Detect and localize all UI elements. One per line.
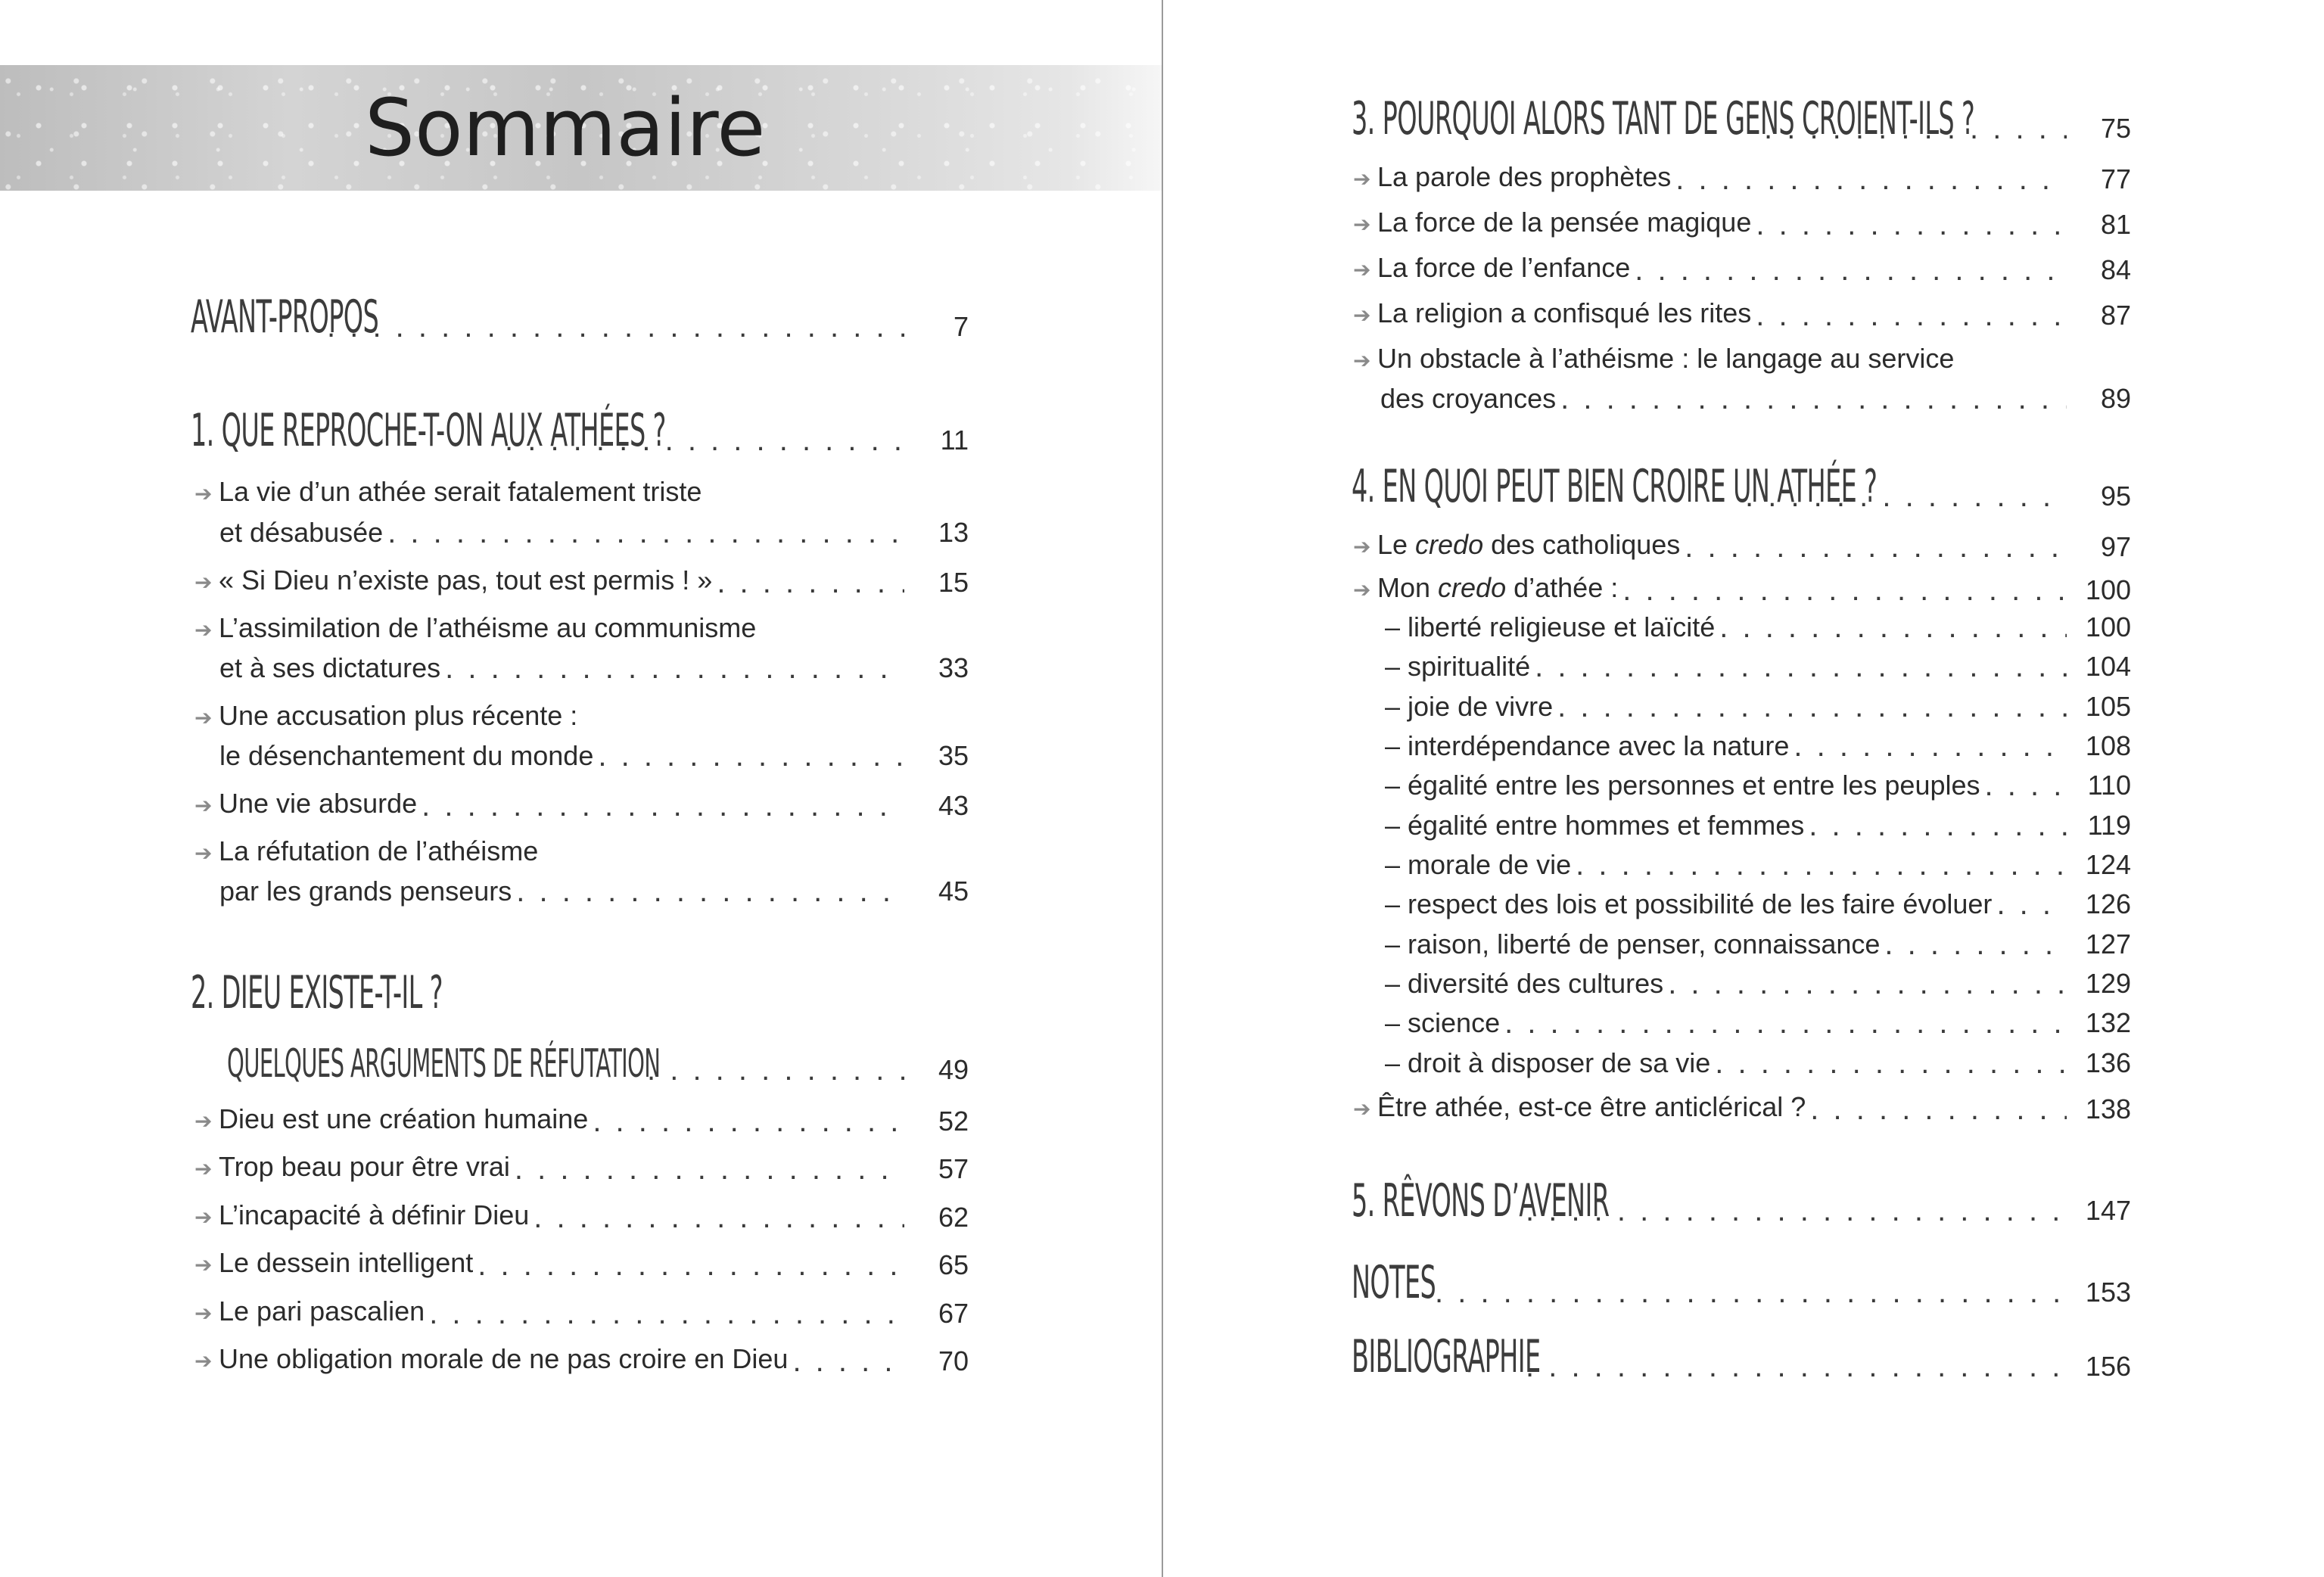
entry-label: [1353, 204, 1751, 243]
entry-label: – respect des lois et possibilité de les faire évoluer: [1385, 888, 1993, 919]
page-number: 43: [938, 790, 969, 821]
page-number: 153: [2085, 1277, 2131, 1308]
entry-text: L’incapacité à définir Dieu: [219, 1199, 530, 1230]
entry-label: et à ses dictatures: [219, 652, 441, 683]
entry-label: [194, 1341, 788, 1379]
arrow-right-icon: ➔: [194, 794, 213, 817]
page-number: 100: [2085, 574, 2131, 605]
entry-text: Être athée, est-ce être anticlérical ?: [1377, 1091, 1806, 1122]
arrow-right-icon: ➔: [194, 706, 213, 729]
toc-subentry[interactable]: [1385, 966, 2131, 1002]
page-number: 136: [2085, 1047, 2131, 1078]
page-number: 35: [938, 740, 969, 771]
page-number: 126: [2085, 888, 2131, 919]
toc-heading-chapter-2-subtitle[interactable]: [227, 1032, 969, 1088]
entry-label: des croyances: [1380, 383, 1557, 414]
toc-entry-line1[interactable]: [194, 610, 756, 649]
dot-leader: [1756, 210, 2067, 240]
heading-label: AVANT-PROPOS: [191, 291, 379, 344]
page-number: 110: [2087, 770, 2131, 801]
entry-label: par les grands penseurs: [219, 876, 512, 907]
arrow-right-icon: ➔: [194, 618, 213, 642]
page-number: 127: [2085, 928, 2131, 960]
dot-leader: [478, 1250, 904, 1280]
entry-text: Trop beau pour être vrai: [219, 1151, 510, 1182]
toc-subentry[interactable]: [1385, 649, 2131, 685]
toc-entry[interactable]: [219, 515, 969, 551]
toc-entry[interactable]: [1353, 527, 2131, 565]
dot-leader: [1985, 770, 2067, 801]
page-number: 62: [938, 1202, 969, 1233]
page-number: 97: [2100, 531, 2131, 562]
entry-label: L’assimilation de l’athéisme au communisme: [219, 612, 757, 643]
toc-heading-chapter-5[interactable]: [1352, 1165, 2131, 1229]
arrow-right-icon: ➔: [1353, 303, 1371, 327]
entry-label: – science: [1385, 1007, 1501, 1038]
page-number: 65: [938, 1249, 969, 1280]
heading-label: 2. DIEU EXISTE-T-IL ?: [191, 966, 443, 1019]
dot-leader: [1715, 1048, 2067, 1078]
entry-text: La religion a confisqué les rites: [1377, 297, 1752, 328]
entry-emphasis: credo: [1438, 572, 1507, 603]
entry-label: [1353, 250, 1630, 288]
arrow-right-icon: ➔: [1353, 535, 1371, 558]
toc-entry[interactable]: [194, 785, 969, 824]
entry-label: [1353, 527, 1680, 565]
page-number: 7: [953, 311, 969, 342]
page-number: 132: [2085, 1007, 2131, 1038]
entry-label: [194, 1245, 473, 1283]
entry-label: et désabusée: [219, 517, 384, 548]
dot-leader: [1756, 300, 2067, 331]
dot-leader: [1557, 692, 2067, 722]
entry-label: – raison, liberté de penser, connaissance: [1385, 928, 1881, 960]
entry-label: [194, 562, 712, 601]
toc-entry[interactable]: [194, 1293, 969, 1332]
dot-leader: [429, 1299, 904, 1329]
heading-label: 4. EN QUOI PEUT BIEN CROIRE UN ATHÉE ?: [1352, 460, 1878, 513]
toc-entry[interactable]: [1353, 159, 2131, 198]
page-number: 67: [938, 1298, 969, 1329]
heading-label: 3. POURQUOI ALORS TANT DE GENS CROIENT-ILS ?: [1352, 92, 1975, 145]
entry-label: [194, 1149, 510, 1187]
entry-label: – liberté religieuse et laïcité: [1385, 611, 1716, 642]
entry-text: Le: [1377, 529, 1416, 560]
heading-label: BIBLIOGRAPHIE: [1352, 1330, 1541, 1383]
dot-leader: [515, 1154, 904, 1184]
toc-subentry[interactable]: [1385, 886, 2131, 922]
page-number: 147: [2085, 1195, 2131, 1226]
toc-heading-chapter-2[interactable]: [191, 957, 969, 1021]
toc-entry[interactable]: [1353, 250, 2131, 288]
toc-entry[interactable]: [194, 1197, 969, 1236]
arrow-right-icon: ➔: [194, 571, 213, 594]
dot-leader: [1435, 1277, 2067, 1308]
entry-text: Mon: [1377, 572, 1439, 603]
arrow-right-icon: ➔: [194, 482, 213, 505]
dot-leader: [1622, 575, 2067, 605]
heading-label: 5. RÊVONS D’AVENIR: [1352, 1174, 1610, 1227]
arrow-right-icon: ➔: [194, 1109, 213, 1133]
dot-leader: [1576, 850, 2067, 880]
toc-subentry[interactable]: [1385, 847, 2131, 883]
page-number: 129: [2085, 968, 2131, 999]
toc-subentry[interactable]: [1385, 1045, 2131, 1081]
toc-entry[interactable]: [1380, 381, 2131, 417]
entry-label: [194, 785, 417, 824]
dot-leader: [598, 741, 904, 771]
page-number: 11: [940, 425, 969, 456]
page-number: 52: [938, 1106, 969, 1137]
toc-subentry[interactable]: [1385, 807, 2131, 844]
page-number: 13: [938, 517, 969, 548]
entry-label: [1353, 1089, 1806, 1128]
toc-heading-avant-propos[interactable]: [191, 281, 969, 345]
page-number: 81: [2100, 209, 2131, 240]
arrow-right-icon: ➔: [1353, 258, 1371, 281]
toc-subentry[interactable]: [1385, 767, 2131, 804]
arrow-right-icon: ➔: [194, 1349, 213, 1373]
arrow-right-icon: ➔: [1353, 1097, 1371, 1121]
dot-leader: [1535, 652, 2067, 682]
arrow-right-icon: ➔: [194, 1157, 213, 1180]
entry-label: le désenchantement du monde: [219, 740, 594, 771]
entry-text: Le pari pascalien: [219, 1296, 425, 1327]
dot-leader: [717, 568, 904, 598]
page-number: 95: [2100, 481, 2131, 512]
page-number: 15: [938, 567, 969, 598]
page-number: 84: [2100, 254, 2131, 285]
toc-entry[interactable]: [194, 1149, 969, 1187]
entry-text: Une vie absurde: [219, 788, 418, 819]
entry-text: Le dessein intelligent: [219, 1247, 474, 1278]
page-number: 100: [2085, 611, 2131, 642]
page-number: 108: [2085, 730, 2131, 761]
dot-leader: [1810, 1094, 2067, 1124]
page-number: 156: [2085, 1351, 2131, 1382]
dot-leader: [387, 518, 904, 548]
toc-subentry[interactable]: [1385, 609, 2131, 645]
toc-entry[interactable]: [219, 738, 969, 774]
entry-label: – interdépendance avec la nature: [1385, 730, 1790, 761]
arrow-right-icon: ➔: [194, 1253, 213, 1277]
dot-leader: [1526, 1351, 2067, 1382]
dot-leader: [593, 1106, 904, 1137]
entry-label: Un obstacle à l’athéisme : le langage au service: [1377, 343, 1955, 374]
toc-entry[interactable]: [219, 650, 969, 686]
page-number: 89: [2100, 383, 2131, 414]
toc-entry[interactable]: [194, 1245, 969, 1283]
toc-heading-chapter-4[interactable]: [1352, 451, 2131, 515]
page-number: 57: [938, 1153, 969, 1184]
arrow-right-icon: ➔: [194, 1302, 213, 1325]
entry-label: – droit à disposer de sa vie: [1385, 1047, 1711, 1078]
entry-label: – joie de vivre: [1385, 691, 1554, 722]
toc-subentry[interactable]: [1385, 728, 2131, 764]
dot-leader: [792, 1346, 904, 1376]
page-number: 87: [2100, 300, 2131, 331]
page-number: 75: [2100, 113, 2131, 144]
arrow-right-icon: ➔: [1353, 349, 1371, 372]
toc-entry-line1[interactable]: [194, 833, 538, 872]
heading-sublabel: QUELQUES ARGUMENTS DE RÉFUTATION: [227, 1041, 661, 1087]
page-number: 119: [2087, 810, 2131, 841]
page-number: 49: [938, 1054, 969, 1085]
page-number: 138: [2085, 1093, 2131, 1124]
entry-text: d’athée :: [1506, 572, 1619, 603]
toc-entry[interactable]: [194, 1101, 969, 1140]
entry-label: Une accusation plus récente :: [219, 700, 578, 731]
page-title: Sommaire: [365, 82, 766, 174]
toc-entry[interactable]: [1353, 295, 2131, 334]
toc-entry[interactable]: [219, 873, 969, 910]
toc-entry[interactable]: [194, 562, 969, 601]
arrow-right-icon: ➔: [1353, 213, 1371, 236]
entry-text: Dieu est une création humaine: [219, 1103, 589, 1134]
entry-label: La vie d’un athée serait fatalement triste: [219, 476, 702, 507]
entry-label: [1353, 295, 1751, 334]
dot-leader: [1635, 255, 2067, 285]
arrow-right-icon: ➔: [1353, 578, 1371, 602]
page-number: 70: [938, 1345, 969, 1376]
entry-label: [194, 1197, 529, 1236]
entry-label: – spiritualité: [1385, 651, 1531, 682]
toc-subentry[interactable]: [1385, 926, 2131, 963]
dot-leader: [1794, 731, 2067, 761]
entry-text: des catholiques: [1483, 529, 1681, 560]
arrow-right-icon: ➔: [194, 841, 213, 865]
page-number: 105: [2085, 691, 2131, 722]
entry-label: [1353, 570, 1618, 608]
page-number: 104: [2085, 651, 2131, 682]
dot-leader: [1884, 929, 2067, 960]
page-number: 33: [938, 652, 969, 683]
dot-leader: [534, 1202, 904, 1233]
dot-leader: [516, 876, 904, 907]
heading-label: 1. QUE REPROCHE-T-ON AUX ATHÉES ?: [191, 404, 666, 457]
toc-entry[interactable]: [1353, 1089, 2131, 1128]
arrow-right-icon: ➔: [194, 1205, 213, 1229]
entry-label: – diversité des cultures: [1385, 968, 1664, 999]
toc-heading-notes[interactable]: [1352, 1247, 2131, 1311]
toc-entry-line1[interactable]: [194, 474, 702, 512]
entry-text: « Si Dieu n’existe pas, tout est permis ! »: [219, 565, 713, 596]
dot-leader: [327, 312, 904, 342]
entry-label: – égalité entre les personnes et entre les peuples: [1385, 770, 1980, 801]
entry-label: [194, 1293, 425, 1332]
dot-leader: [1719, 612, 2067, 642]
entry-text: La parole des prophètes: [1377, 161, 1672, 192]
toc-entry[interactable]: [1353, 570, 2131, 608]
dot-leader: [647, 1055, 904, 1085]
toc-subentry[interactable]: [1385, 689, 2131, 725]
entry-label: – morale de vie: [1385, 849, 1572, 880]
dot-leader: [445, 653, 904, 683]
entry-label: La réfutation de l’athéisme: [219, 835, 539, 866]
entry-emphasis: credo: [1415, 529, 1484, 560]
entry-text: La force de l’enfance: [1377, 252, 1631, 283]
page-number: 45: [938, 876, 969, 907]
toc-heading-chapter-3[interactable]: [1352, 83, 2131, 147]
entry-text: La force de la pensée magique: [1377, 207, 1752, 238]
toc-subentry[interactable]: [1385, 1005, 2131, 1041]
heading-label: NOTES: [1352, 1256, 1436, 1309]
page-number: 124: [2085, 849, 2131, 880]
toc-entry[interactable]: [1353, 204, 2131, 243]
entry-text: Une obligation morale de ne pas croire en Dieu: [219, 1343, 789, 1374]
dot-leader: [1996, 889, 2067, 919]
dot-leader: [1504, 1008, 2067, 1038]
dot-leader: [1685, 532, 2067, 562]
dot-leader: [1809, 810, 2067, 841]
dot-leader: [1675, 164, 2067, 194]
toc-entry[interactable]: [194, 1341, 969, 1379]
page-number: 77: [2100, 163, 2131, 194]
toc-entry-line1[interactable]: [194, 698, 577, 736]
entry-label: [1353, 159, 1671, 198]
dot-leader: [422, 791, 904, 821]
dot-leader: [1668, 969, 2067, 999]
toc-heading-chapter-1[interactable]: [191, 395, 969, 459]
entry-label: [194, 1101, 588, 1140]
toc-entry-line1[interactable]: [1353, 341, 1954, 379]
dot-leader: [1560, 384, 2067, 414]
arrow-right-icon: ➔: [1353, 167, 1371, 191]
toc-heading-bibliographie[interactable]: [1352, 1321, 2131, 1385]
entry-label: – égalité entre hommes et femmes: [1385, 810, 1805, 841]
